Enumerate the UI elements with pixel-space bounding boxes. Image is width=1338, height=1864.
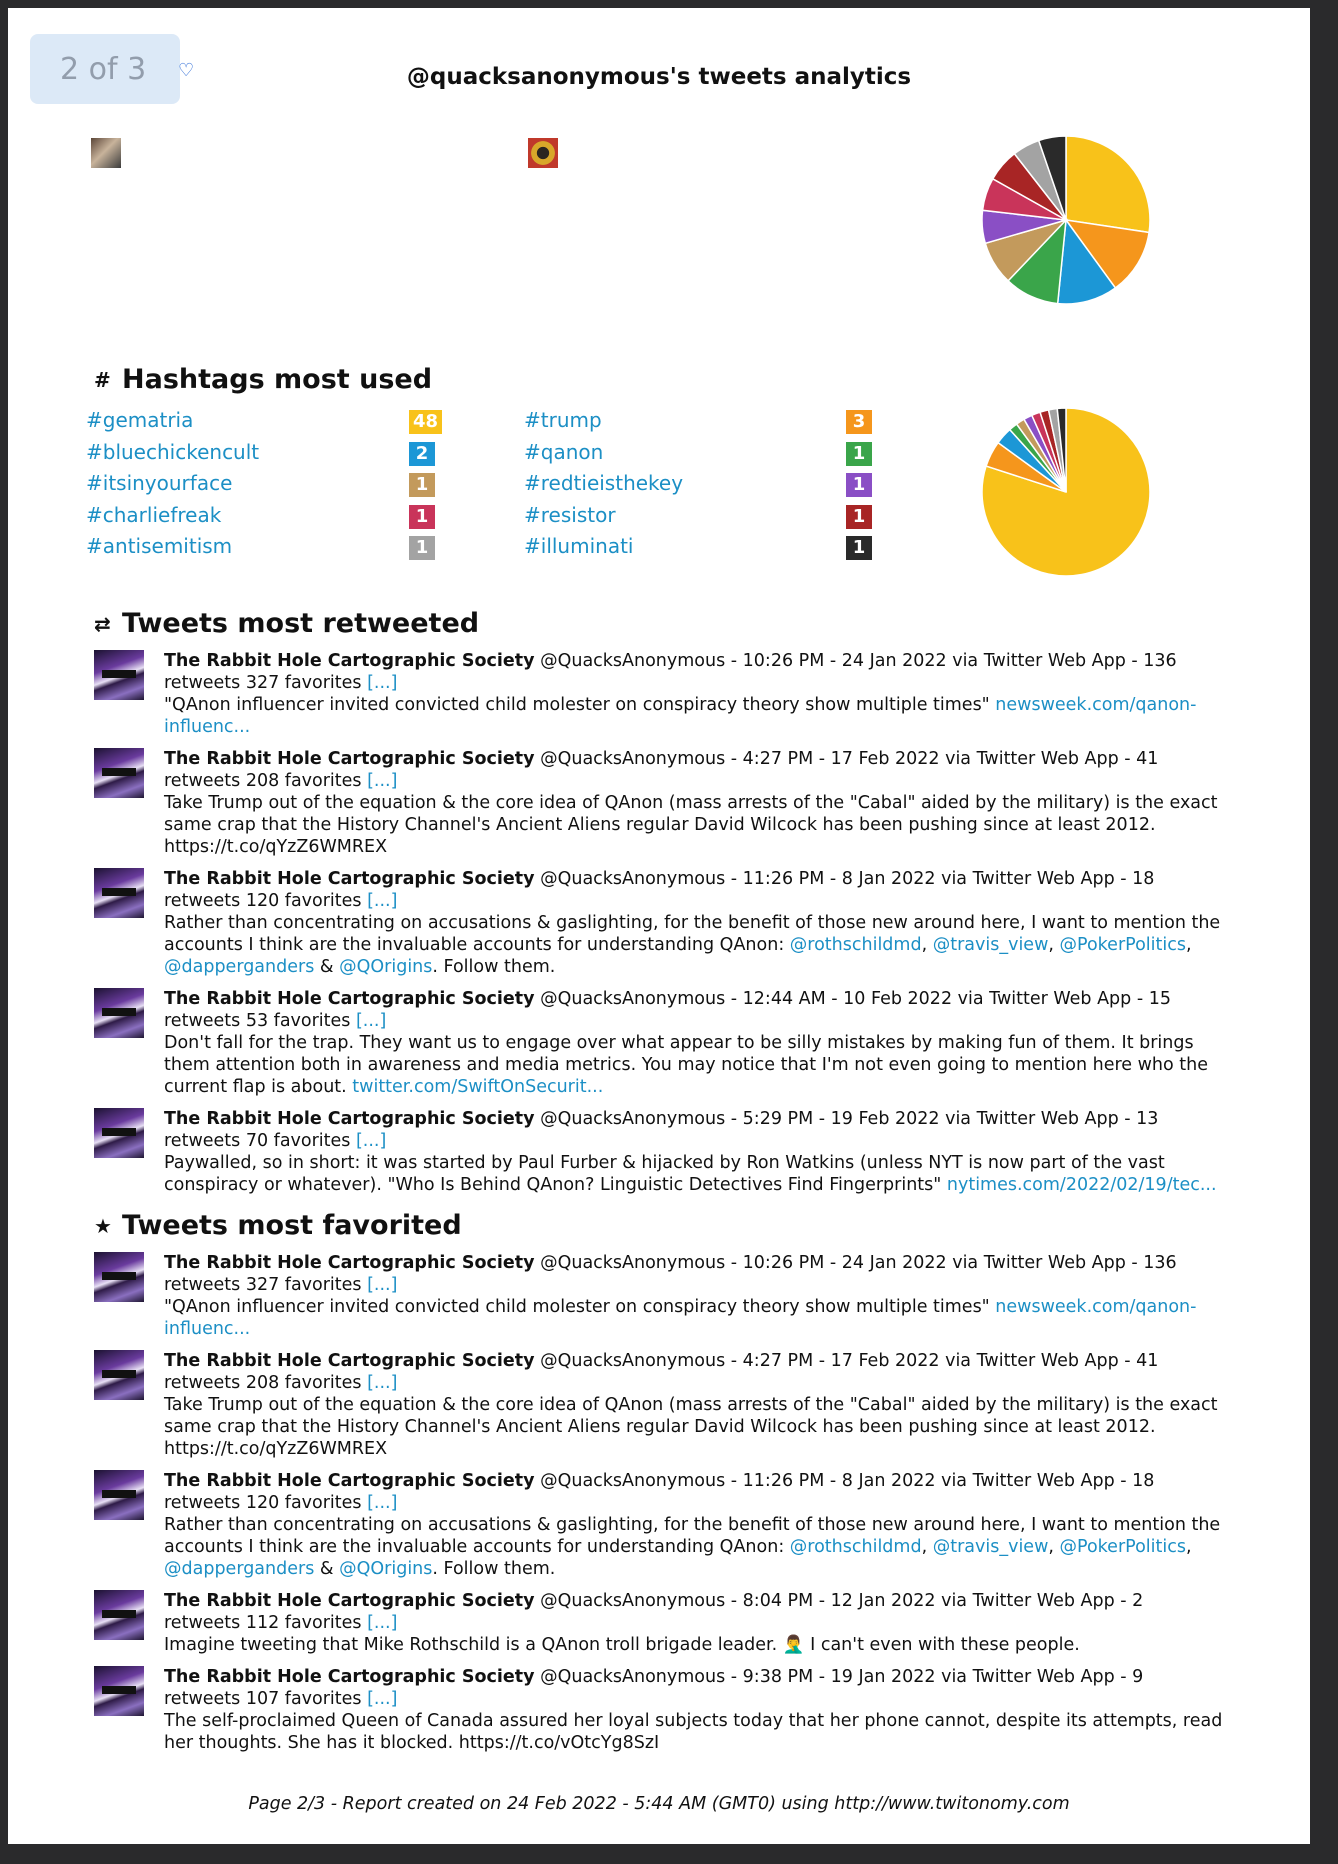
tweet-more-link[interactable]: [...]: [367, 1275, 398, 1295]
tweet-body: [164, 1252, 1224, 1340]
tweet-author[interactable]: The Rabbit Hole Cartographic Society: [164, 1667, 535, 1687]
report-footer: Page 2/3 - Report created on 24 Feb 2022 - 5:44 AM (GMT0) using http://www.twitonomy.com: [248, 1794, 1070, 1814]
hashtag-count-badge: 1: [846, 442, 872, 466]
tweet-meta: @QuacksAnonymous - 8:04 PM - 12 Jan 2022 via Twitter Web App - 2 retweets 112 favorites: [164, 1591, 1144, 1633]
tweet-body: [164, 1470, 1224, 1580]
tweet-link[interactable]: @rothschildmd: [789, 935, 922, 955]
tweet-body: [164, 1666, 1224, 1754]
tweet-author[interactable]: The Rabbit Hole Cartographic Society: [164, 1109, 535, 1129]
tweet-text: Take Trump out of the equation & the core idea of QAnon (mass arrests of the "Cabal" aided by the military) is the exact same crap that the History Channel's Ancient Aliens regular David Wilcock has been pushing since at least 2012. https://t.co/qYzZ6WMREX: [164, 1395, 1218, 1459]
tweet-link[interactable]: newsweek.com/qanon-influenc...: [164, 695, 1197, 737]
tweet-avatar[interactable]: [94, 988, 144, 1038]
hashtag-link[interactable]: #gematria: [86, 408, 194, 432]
hashtag-link[interactable]: #illuminati: [524, 534, 634, 558]
hashtag-link[interactable]: #trump: [524, 408, 602, 432]
star-icon: ★: [94, 1213, 112, 1238]
tweet-more-link[interactable]: [...]: [367, 673, 398, 693]
hashtag-count-badge: 3: [846, 410, 872, 434]
tweet-author[interactable]: The Rabbit Hole Cartographic Society: [164, 1591, 535, 1611]
tweet-item: [94, 748, 1224, 858]
page-title: @quacksanonymous's tweets analytics: [406, 64, 912, 90]
avatar[interactable]: [91, 138, 121, 168]
tweet-author[interactable]: The Rabbit Hole Cartographic Society: [164, 1253, 535, 1273]
tweet-text: "QAnon influencer invited convicted child molester on conspiracy theory show multiple times": [164, 695, 996, 715]
tweet-link[interactable]: @dapperganders: [164, 1559, 315, 1579]
tweet-author[interactable]: The Rabbit Hole Cartographic Society: [164, 869, 535, 889]
hashtag-count-badge: 1: [846, 473, 872, 497]
tweet-author[interactable]: The Rabbit Hole Cartographic Society: [164, 749, 535, 769]
hashtags-pie-chart: [976, 402, 1156, 582]
tweet-item: [94, 1252, 1224, 1340]
tweet-avatar[interactable]: [94, 1350, 144, 1400]
tweet-text: ,: [1048, 1537, 1060, 1557]
retweeted-heading: ⇄ Tweets most retweeted: [94, 608, 480, 639]
hashtag-link[interactable]: #antisemitism: [86, 534, 233, 558]
report-page: [8, 8, 1310, 1844]
avatar[interactable]: [528, 138, 558, 168]
tweet-author[interactable]: The Rabbit Hole Cartographic Society: [164, 651, 535, 671]
tweet-more-link[interactable]: [...]: [367, 891, 398, 911]
hashtag-count-badge: 1: [409, 473, 435, 497]
tweet-text: &: [314, 1559, 340, 1579]
tweet-item: [94, 1666, 1224, 1754]
tweet-text: . Follow them.: [432, 1559, 556, 1579]
tweet-body: [164, 988, 1224, 1098]
hashtag-count-badge: 48: [409, 410, 442, 434]
tweet-text: Paywalled, so in short: it was started by Paul Furber & hijacked by Ron Watkins (unless NYT is now part of the vast conspiracy or whatever). "Who Is Behind QAnon? Linguistic Detectives Find Fingerprints": [164, 1153, 1165, 1195]
tweet-more-link[interactable]: [...]: [355, 1011, 387, 1031]
tweet-item: [94, 1470, 1224, 1580]
tweet-avatar[interactable]: [94, 1590, 144, 1640]
tweet-text: ,: [1048, 935, 1060, 955]
hashtag-link[interactable]: #resistor: [524, 502, 616, 527]
tweet-text: Don't fall for the trap. They want us to engage over what appear to be silly mistakes by making fun of them. It brings them attention both in awareness and media metrics. You may notice that I'm not even going to mention here who the current flap is about.: [164, 1033, 1209, 1097]
favorited-heading: ★ Tweets most favorited: [94, 1210, 462, 1241]
tweet-link[interactable]: @dapperganders: [164, 957, 315, 977]
tweet-text: ,: [921, 935, 933, 955]
tweet-body: [164, 650, 1224, 738]
tweet-body: [164, 1350, 1224, 1460]
tweet-item: [94, 1350, 1224, 1460]
tweet-meta: @QuacksAnonymous - 10:26 PM - 24 Jan 2022 via Twitter Web App - 136 retweets 327 favorites: [164, 651, 1177, 693]
hashtag-link[interactable]: #redtieisthekey: [524, 471, 684, 495]
tweet-link[interactable]: @QOrigins: [339, 1559, 433, 1579]
tweet-item: [94, 650, 1224, 738]
tweet-avatar[interactable]: [94, 868, 144, 918]
tweet-link[interactable]: @PokerPolitics: [1059, 935, 1186, 955]
hashtag-count-badge: 1: [846, 505, 872, 529]
tweet-body: [164, 1108, 1224, 1196]
tweet-more-link[interactable]: [...]: [367, 771, 398, 791]
retweeted-list: [94, 650, 1224, 1206]
tweet-link[interactable]: @travis_view: [932, 935, 1049, 955]
tweet-more-link[interactable]: [...]: [367, 1373, 398, 1393]
hashtag-link[interactable]: #charliefreak: [86, 502, 222, 527]
tweet-link[interactable]: @QOrigins: [339, 957, 433, 977]
tweet-link[interactable]: @PokerPolitics: [1059, 1537, 1186, 1557]
tweet-text: . Follow them.: [432, 957, 556, 977]
tweet-text: ,: [1185, 935, 1192, 955]
tweet-more-link[interactable]: [...]: [367, 1689, 398, 1709]
tweet-meta: @QuacksAnonymous - 12:44 AM - 10 Feb 2022 via Twitter Web App - 15 retweets 53 favorites: [164, 989, 1171, 1031]
tweet-link[interactable]: twitter.com/SwiftOnSecurit...: [352, 1077, 604, 1097]
tweet-meta: @QuacksAnonymous - 11:26 PM - 8 Jan 2022 via Twitter Web App - 18 retweets 120 favorites: [164, 1471, 1155, 1513]
tweet-body: [164, 868, 1224, 978]
tweet-text: "QAnon influencer invited convicted child molester on conspiracy theory show multiple times": [164, 1297, 996, 1317]
tweet-meta: @QuacksAnonymous - 10:26 PM - 24 Jan 2022 via Twitter Web App - 136 retweets 327 favorites: [164, 1253, 1177, 1295]
hashtag-count-badge: 2: [409, 442, 435, 466]
tweet-link[interactable]: newsweek.com/qanon-influenc...: [164, 1297, 1197, 1339]
tweet-item: [94, 1590, 1224, 1656]
hashtag-count-badge: 1: [409, 505, 435, 529]
tweet-avatar[interactable]: [94, 748, 144, 798]
hashtag-link[interactable]: #qanon: [524, 439, 604, 464]
tweet-text: Rather than concentrating on accusations & gaslighting, for the benefit of those new around here, I want to mention the accounts I think are the invaluable accounts for understanding QAnon:: [164, 1515, 1221, 1557]
tweet-text: Take Trump out of the equation & the core idea of QAnon (mass arrests of the "Cabal" aided by the military) is the exact same crap that the History Channel's Ancient Aliens regular David Wilcock has been pushing since at least 2012. https://t.co/qYzZ6WMREX: [164, 793, 1218, 857]
page-indicator-label: 2 of 3: [60, 51, 147, 87]
tweet-text: Rather than concentrating on accusations & gaslighting, for the benefit of those new around here, I want to mention the accounts I think are the invaluable accounts for understanding QAnon:: [164, 913, 1221, 955]
tweet-text: ,: [921, 1537, 933, 1557]
hashtag-link[interactable]: #itsinyourface: [86, 471, 233, 495]
tweet-item: [94, 868, 1224, 978]
tweet-link[interactable]: nytimes.com/2022/02/19/tec...: [946, 1175, 1217, 1195]
tweet-link[interactable]: @travis_view: [932, 1537, 1049, 1557]
hashtag-count-badge: 1: [846, 536, 872, 560]
tweet-avatar[interactable]: [94, 1252, 144, 1302]
tweet-meta: @QuacksAnonymous - 9:38 PM - 19 Jan 2022 via Twitter Web App - 9 retweets 107 favorites: [164, 1667, 1144, 1709]
tweet-body: [164, 1590, 1224, 1656]
tweet-text: Imagine tweeting that Mike Rothschild is a QAnon troll brigade leader. 🤦‍♂️ I can't even with these people.: [164, 1635, 1080, 1655]
hashtags-heading: # Hashtags most used: [94, 364, 433, 395]
tweet-author[interactable]: The Rabbit Hole Cartographic Society: [164, 989, 535, 1009]
tweet-item: [94, 988, 1224, 1098]
tweet-author[interactable]: The Rabbit Hole Cartographic Society: [164, 1471, 535, 1491]
pie-slice: [1066, 136, 1150, 232]
tweet-more-link[interactable]: [...]: [355, 1131, 387, 1151]
tweet-more-link[interactable]: [...]: [367, 1493, 398, 1513]
tweet-item: [94, 1108, 1224, 1196]
tweet-text: The self-proclaimed Queen of Canada assured her loyal subjects today that her phone cannot, despite its attempts, read her thoughts. She has it blocked. https://t.co/vOtcYg8SzI: [164, 1711, 1223, 1753]
tweet-link[interactable]: @rothschildmd: [789, 1537, 922, 1557]
tweet-avatar[interactable]: [94, 1666, 144, 1716]
tweet-avatar[interactable]: [94, 1470, 144, 1520]
heart-icon: ♡: [178, 60, 195, 81]
hash-icon: #: [94, 367, 111, 392]
hashtag-count-badge: 1: [409, 536, 435, 560]
hashtag-link[interactable]: #bluechickencult: [86, 439, 260, 464]
users-pie-chart: [976, 130, 1156, 310]
tweet-text: &: [314, 957, 340, 977]
tweet-body: [164, 748, 1224, 858]
tweet-meta: @QuacksAnonymous - 4:27 PM - 17 Feb 2022 via Twitter Web App - 41 retweets 208 favorites: [164, 749, 1159, 791]
tweet-meta: @QuacksAnonymous - 5:29 PM - 19 Feb 2022 via Twitter Web App - 13 retweets 70 favorites: [164, 1109, 1159, 1151]
retweet-icon: ⇄: [94, 611, 111, 636]
tweet-more-link[interactable]: [...]: [367, 1613, 398, 1633]
tweet-meta: @QuacksAnonymous - 4:27 PM - 17 Feb 2022 via Twitter Web App - 41 retweets 208 favorites: [164, 1351, 1159, 1393]
tweet-meta: @QuacksAnonymous - 11:26 PM - 8 Jan 2022 via Twitter Web App - 18 retweets 120 favorites: [164, 869, 1155, 911]
favorited-list: [94, 1252, 1224, 1764]
tweet-author[interactable]: The Rabbit Hole Cartographic Society: [164, 1351, 535, 1371]
tweet-avatar[interactable]: [94, 1108, 144, 1158]
tweet-avatar[interactable]: [94, 650, 144, 700]
tweet-text: ,: [1185, 1537, 1192, 1557]
